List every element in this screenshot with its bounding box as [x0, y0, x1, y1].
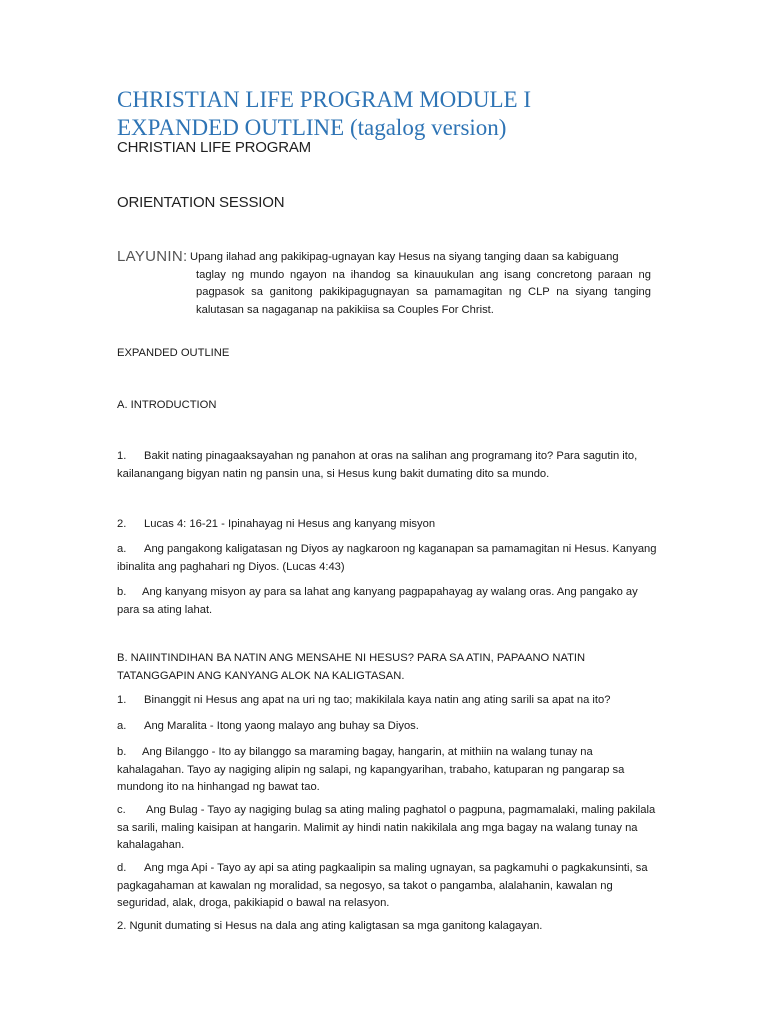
title-line-2: EXPANDED OUTLINE (tagalog version) — [117, 115, 507, 140]
section-b-item-2: 2. Ngunit dumating si Hesus na dala ang ating kaligtasan sa mga ganitong kalagayan. — [117, 920, 543, 932]
section-b-item-c — [117, 802, 657, 855]
layunin-first-line: Upang ilahad ang pakikipag-ugnayan kay Hesus na siyang tanging daan sa kabiguang — [190, 251, 619, 263]
item-letter: d. — [117, 862, 127, 874]
item-letter: c. — [117, 804, 126, 816]
section-b-item-d — [117, 860, 657, 913]
section-b-item-a — [117, 718, 657, 736]
program-subtitle: CHRISTIAN LIFE PROGRAM — [117, 139, 311, 156]
item-letter: a. — [117, 720, 127, 732]
item-text: Ang mga Api - Tayo ay api sa ating pagkaalipin sa maling ugnayan, sa pagkamuhi o pagkakunsinti, sa pagkagahaman at kawalan ng moralidad, sa negosyo, sa takot o pangamba, alalahanin, kawalan ng seguridad, alak, droga, pakikiapid o bawal na relasyon. — [117, 862, 648, 909]
item-number: 2. — [117, 518, 127, 530]
section-a-heading: A. INTRODUCTION — [117, 399, 217, 411]
document-title — [117, 86, 737, 142]
session-heading: ORIENTATION SESSION — [117, 194, 285, 211]
item-letter: b. — [117, 586, 127, 598]
layunin-label: LAYUNIN: — [117, 248, 188, 265]
outline-heading: EXPANDED OUTLINE — [117, 347, 230, 359]
item-text: Ang Bulag - Tayo ay nagiging bulag sa ating maling paghatol o pagpuna, pagmamalaki, maling pakilala sa sarili, maling kaisipan at hangarin. Malimit ay hindi natin nakikilala ang mga bagay na walang tunay na kahalagahan. — [117, 804, 656, 851]
item-text: Binanggit ni Hesus ang apat na uri ng tao; makikilala kaya natin ang ating sarili sa apat na ito? — [144, 694, 611, 706]
item-text: Ang pangakong kaligatasan ng Diyos ay nagkaroon ng kaganapan sa pamamagitan ni Hesus. Kanyang ibinalita ang paghahari ng Diyos. (Lucas 4:43) — [117, 543, 657, 573]
section-b-item-b — [117, 744, 657, 797]
section-b-item-1 — [117, 692, 657, 710]
section-a-item-1 — [117, 448, 657, 483]
layunin-paragraph — [190, 249, 651, 319]
item-letter: b. — [117, 746, 127, 758]
section-a-item-2 — [117, 516, 657, 534]
item-number: 1. — [117, 694, 127, 706]
item-number: 1. — [117, 450, 127, 462]
item-letter: a. — [117, 543, 127, 555]
item-text: Bakit nating pinagaaksayahan ng panahon at oras na salihan ang programang ito? Para sagutin ito, kailanangang bigyan natin ng pansin una, si Hesus kung bakit dumating dito sa mundo. — [117, 450, 638, 480]
layunin-body: taglay ng mundo ngayon na ihandog sa kinauukulan ang isang concretong paraan ng pagpasok sa ganitong pakikipagugnayan sa pamamagitan ng CLP na siyang tanging kalutasan sa nagaganap na pakikiisa sa Couples For Christ. — [196, 268, 651, 316]
section-a-item-b — [117, 584, 657, 619]
item-text: Ang Bilanggo - Ito ay bilanggo sa maraming bagay, hangarin, at mithiin na walang tunay na kahalagahan. Tayo ay nagiging alipin ng salapi, ng kapangyarihan, trabaho, katuparan ng pangarap sa mundong ito na hinhangad ng bawat tao. — [117, 746, 625, 793]
item-text: Lucas 4: 16-21 - Ipinahayag ni Hesus ang kanyang misyon — [144, 518, 436, 530]
item-text: Ang kanyang misyon ay para sa lahat ang kanyang pagpapahayag ay walang oras. Ang pangako ay para sa ating lahat. — [117, 586, 638, 616]
section-b-heading: B. NAIINTINDIHAN BA NATIN ANG MENSAHE NI HESUS? PARA SA ATIN, PAPAANO NATIN TATANGGAPIN ANG KANYANG ALOK NA KALIGTASAN. — [117, 652, 586, 682]
item-text: Ang Maralita - Itong yaong malayo ang buhay sa Diyos. — [144, 720, 419, 732]
title-line-1: CHRISTIAN LIFE PROGRAM MODULE I — [117, 87, 532, 112]
section-a-item-a — [117, 541, 657, 576]
